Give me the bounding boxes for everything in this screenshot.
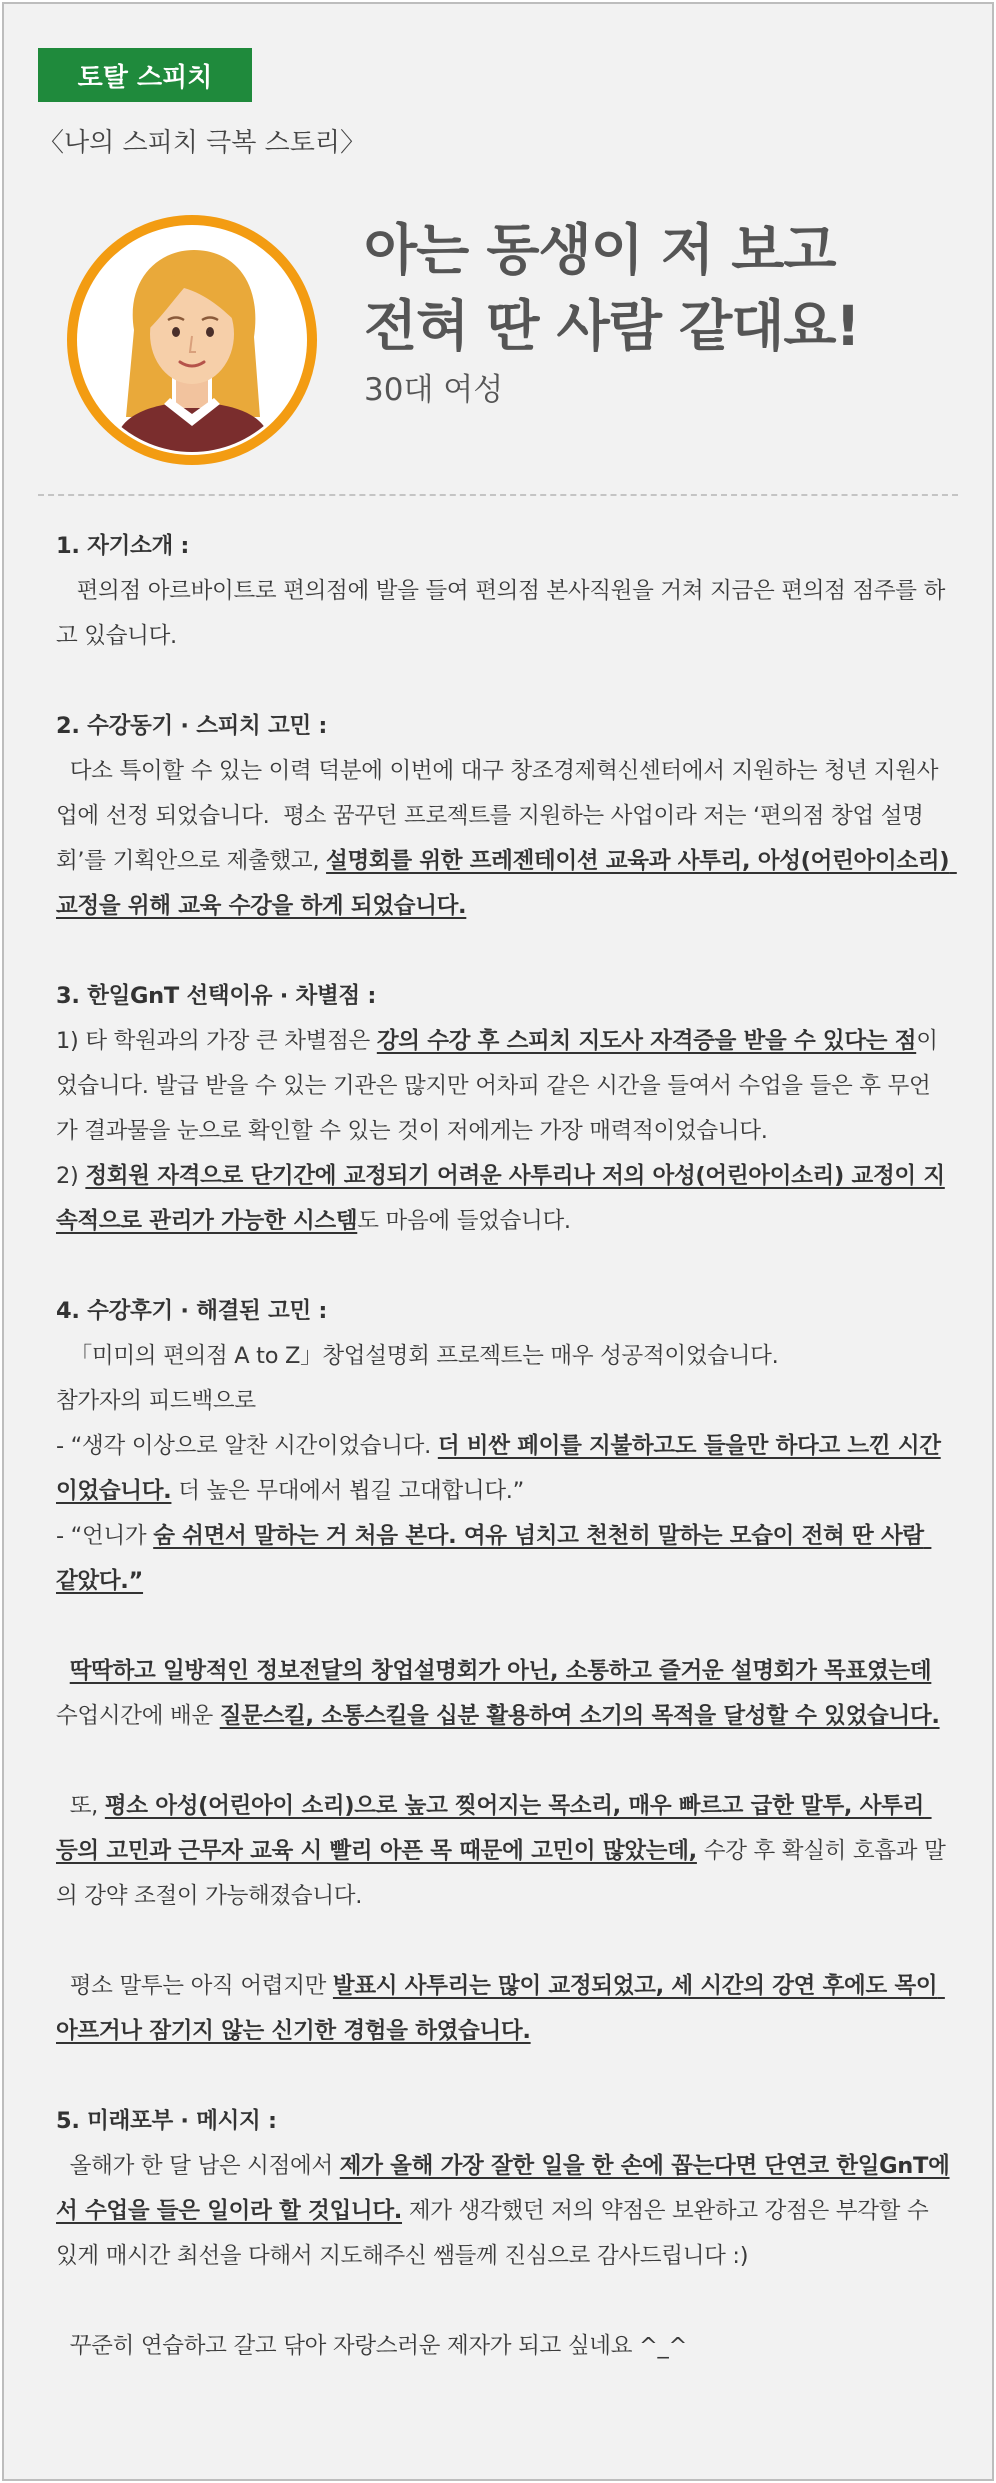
text: 수업시간에 배운	[56, 1658, 946, 1729]
text: 수강 후 확실히 호흡과 말의 강약 조절이 가능해졌습니다.	[56, 1838, 946, 1909]
headline-line-2: 전혀 딴 사람 같대요!	[364, 294, 860, 358]
section-heading: 5. 미래포부 · 메시지 :	[56, 2108, 277, 2134]
paragraph	[56, 1154, 950, 1244]
text: 참가자의 피드백으로	[56, 1388, 256, 1414]
text: 평소 말투는 아직 어렵지만	[56, 1973, 333, 1999]
author-profile: 30대 여성	[364, 372, 504, 408]
highlighted-text: 설명회를 위한 프레젠테이션 교육과 사투리, 아성(어린아이소리) 교정을 위해 교육 수강을 하게 되었습니다.	[56, 848, 957, 919]
paragraph	[56, 1334, 950, 1379]
headline-line-1: 아는 동생이 저 보고	[364, 218, 836, 282]
text: 다소 특이할 수 있는 이력 덕분에 이번에 대구 창조경제혁신센터에서 지원하는 청년 지원사업에 선정 되었습니다. 평소 꿈꾸던 프로젝트를 지원하는 사업이라 저는 ‘편의점 창업 설명회’를 기획안으로 제출했고,	[56, 758, 939, 874]
header-divider	[38, 494, 958, 496]
text: 편의점 아르바이트로 편의점에 발을 들여 편의점 본사직원을 거쳐 지금은 편의점 점주를 하고 있습니다.	[56, 578, 946, 649]
category-badge: 토탈 스피치	[38, 48, 252, 102]
section-heading: 1. 자기소개 :	[56, 533, 190, 559]
text: 도 마음에 들었습니다.	[357, 1208, 571, 1234]
highlighted-text: 평소 아성(어린아이 소리)으로 높고 찢어지는 목소리, 매우 빠르고 급한 말투, 사투리 등의 고민과 근무자 교육 시 빨리 아픈 목 때문에 고민이 많았는데,	[56, 1793, 932, 1864]
section-heading: 2. 수강동기 · 스피치 고민 :	[56, 713, 328, 739]
paragraph	[56, 749, 957, 929]
paragraph	[56, 1019, 950, 1154]
highlighted-text: 정회원 자격으로 단기간에 교정되기 어려운 사투리나 저의 아성(어린아이소리) 교정이 지속적으로 관리가 가능한 시스템	[56, 1163, 945, 1234]
text	[56, 1658, 70, 1684]
paragraph	[56, 1379, 950, 1424]
highlighted-text: 질문스킬, 소통스킬을 십분 활용하여 소기의 목적을 달성할 수 있었습니다.	[219, 1703, 940, 1729]
text: 꾸준히 연습하고 갈고 닦아 자랑스러운 제자가 되고 싶네요 ^_^	[56, 2333, 688, 2359]
text: 2)	[56, 1163, 86, 1189]
highlighted-text: 숨 쉬면서 말하는 거 처음 본다. 여유 넘치고 천천히 말하는 모습이 전혀 딴 사람 같았다.”	[56, 1523, 932, 1594]
text: 「미미의 편의점 A to Z」창업설명회 프로젝트는 매우 성공적이었습니다.	[56, 1343, 779, 1369]
text: - “언니가	[56, 1523, 154, 1549]
section-heading: 4. 수강후기 · 해결된 고민 :	[56, 1298, 328, 1324]
text: 올해가 한 달 남은 시점에서	[56, 2153, 340, 2179]
story-headline	[364, 212, 860, 364]
paragraph	[56, 1784, 950, 1919]
story-page	[2, 2, 994, 2481]
text: 또,	[56, 1793, 105, 1819]
highlighted-text: 제가 올해 가장 잘한 일을 한 손에 꼽는다면 단연코 한일GnT에서 수업을 들은 일이라 할 것입니다.	[56, 2153, 950, 2224]
text: 더 높은 무대에서 뵙길 고대합니다.”	[171, 1478, 524, 1504]
paragraph	[56, 1514, 950, 1604]
paragraph	[56, 1649, 950, 1739]
text: 1) 타 학원과의 가장 큰 차별점은	[56, 1028, 377, 1054]
text: 제가 생각했던 저의 약점은 보완하고 강점은 부각할 수 있게 매시간 최선을 다해서 지도해주신 쌤들께 진심으로 감사드립니다 :)	[56, 2198, 936, 2269]
woman-avatar-icon	[64, 212, 320, 468]
paragraph	[56, 1424, 950, 1514]
text: 이었습니다. 발급 받을 수 있는 기관은 많지만 어차피 같은 시간을 들여서 수업을 들은 후 무언가 결과물을 눈으로 확인할 수 있는 것이 저에게는 가장 매력적이었습니다.	[56, 1028, 938, 1144]
story-subtitle: 〈나의 스피치 극복 스토리〉	[38, 128, 366, 158]
paragraph	[56, 2324, 950, 2369]
paragraph	[56, 1964, 950, 2054]
paragraph	[56, 2144, 950, 2279]
section-heading: 3. 한일GnT 선택이유 · 차별점 :	[56, 983, 377, 1009]
highlighted-text: 더 비싼 페이를 지불하고도 들을만 하다고 느낀 시간이었습니다.	[56, 1433, 941, 1504]
paragraph	[56, 569, 950, 659]
highlighted-text: 강의 수강 후 스피치 지도사 자격증을 받을 수 있다는 점	[376, 1028, 917, 1054]
highlighted-text: 발표시 사투리는 많이 교정되었고, 세 시간의 강연 후에도 목이 아프거나 잠기지 않는 신기한 경험을 하였습니다.	[56, 1973, 945, 2044]
story-body	[56, 524, 957, 2369]
text: - “생각 이상으로 알찬 시간이었습니다.	[56, 1433, 438, 1459]
highlighted-text: 딱딱하고 일방적인 정보전달의 창업설명회가 아닌, 소통하고 즐거운 설명회가 목표였는데	[69, 1658, 932, 1684]
